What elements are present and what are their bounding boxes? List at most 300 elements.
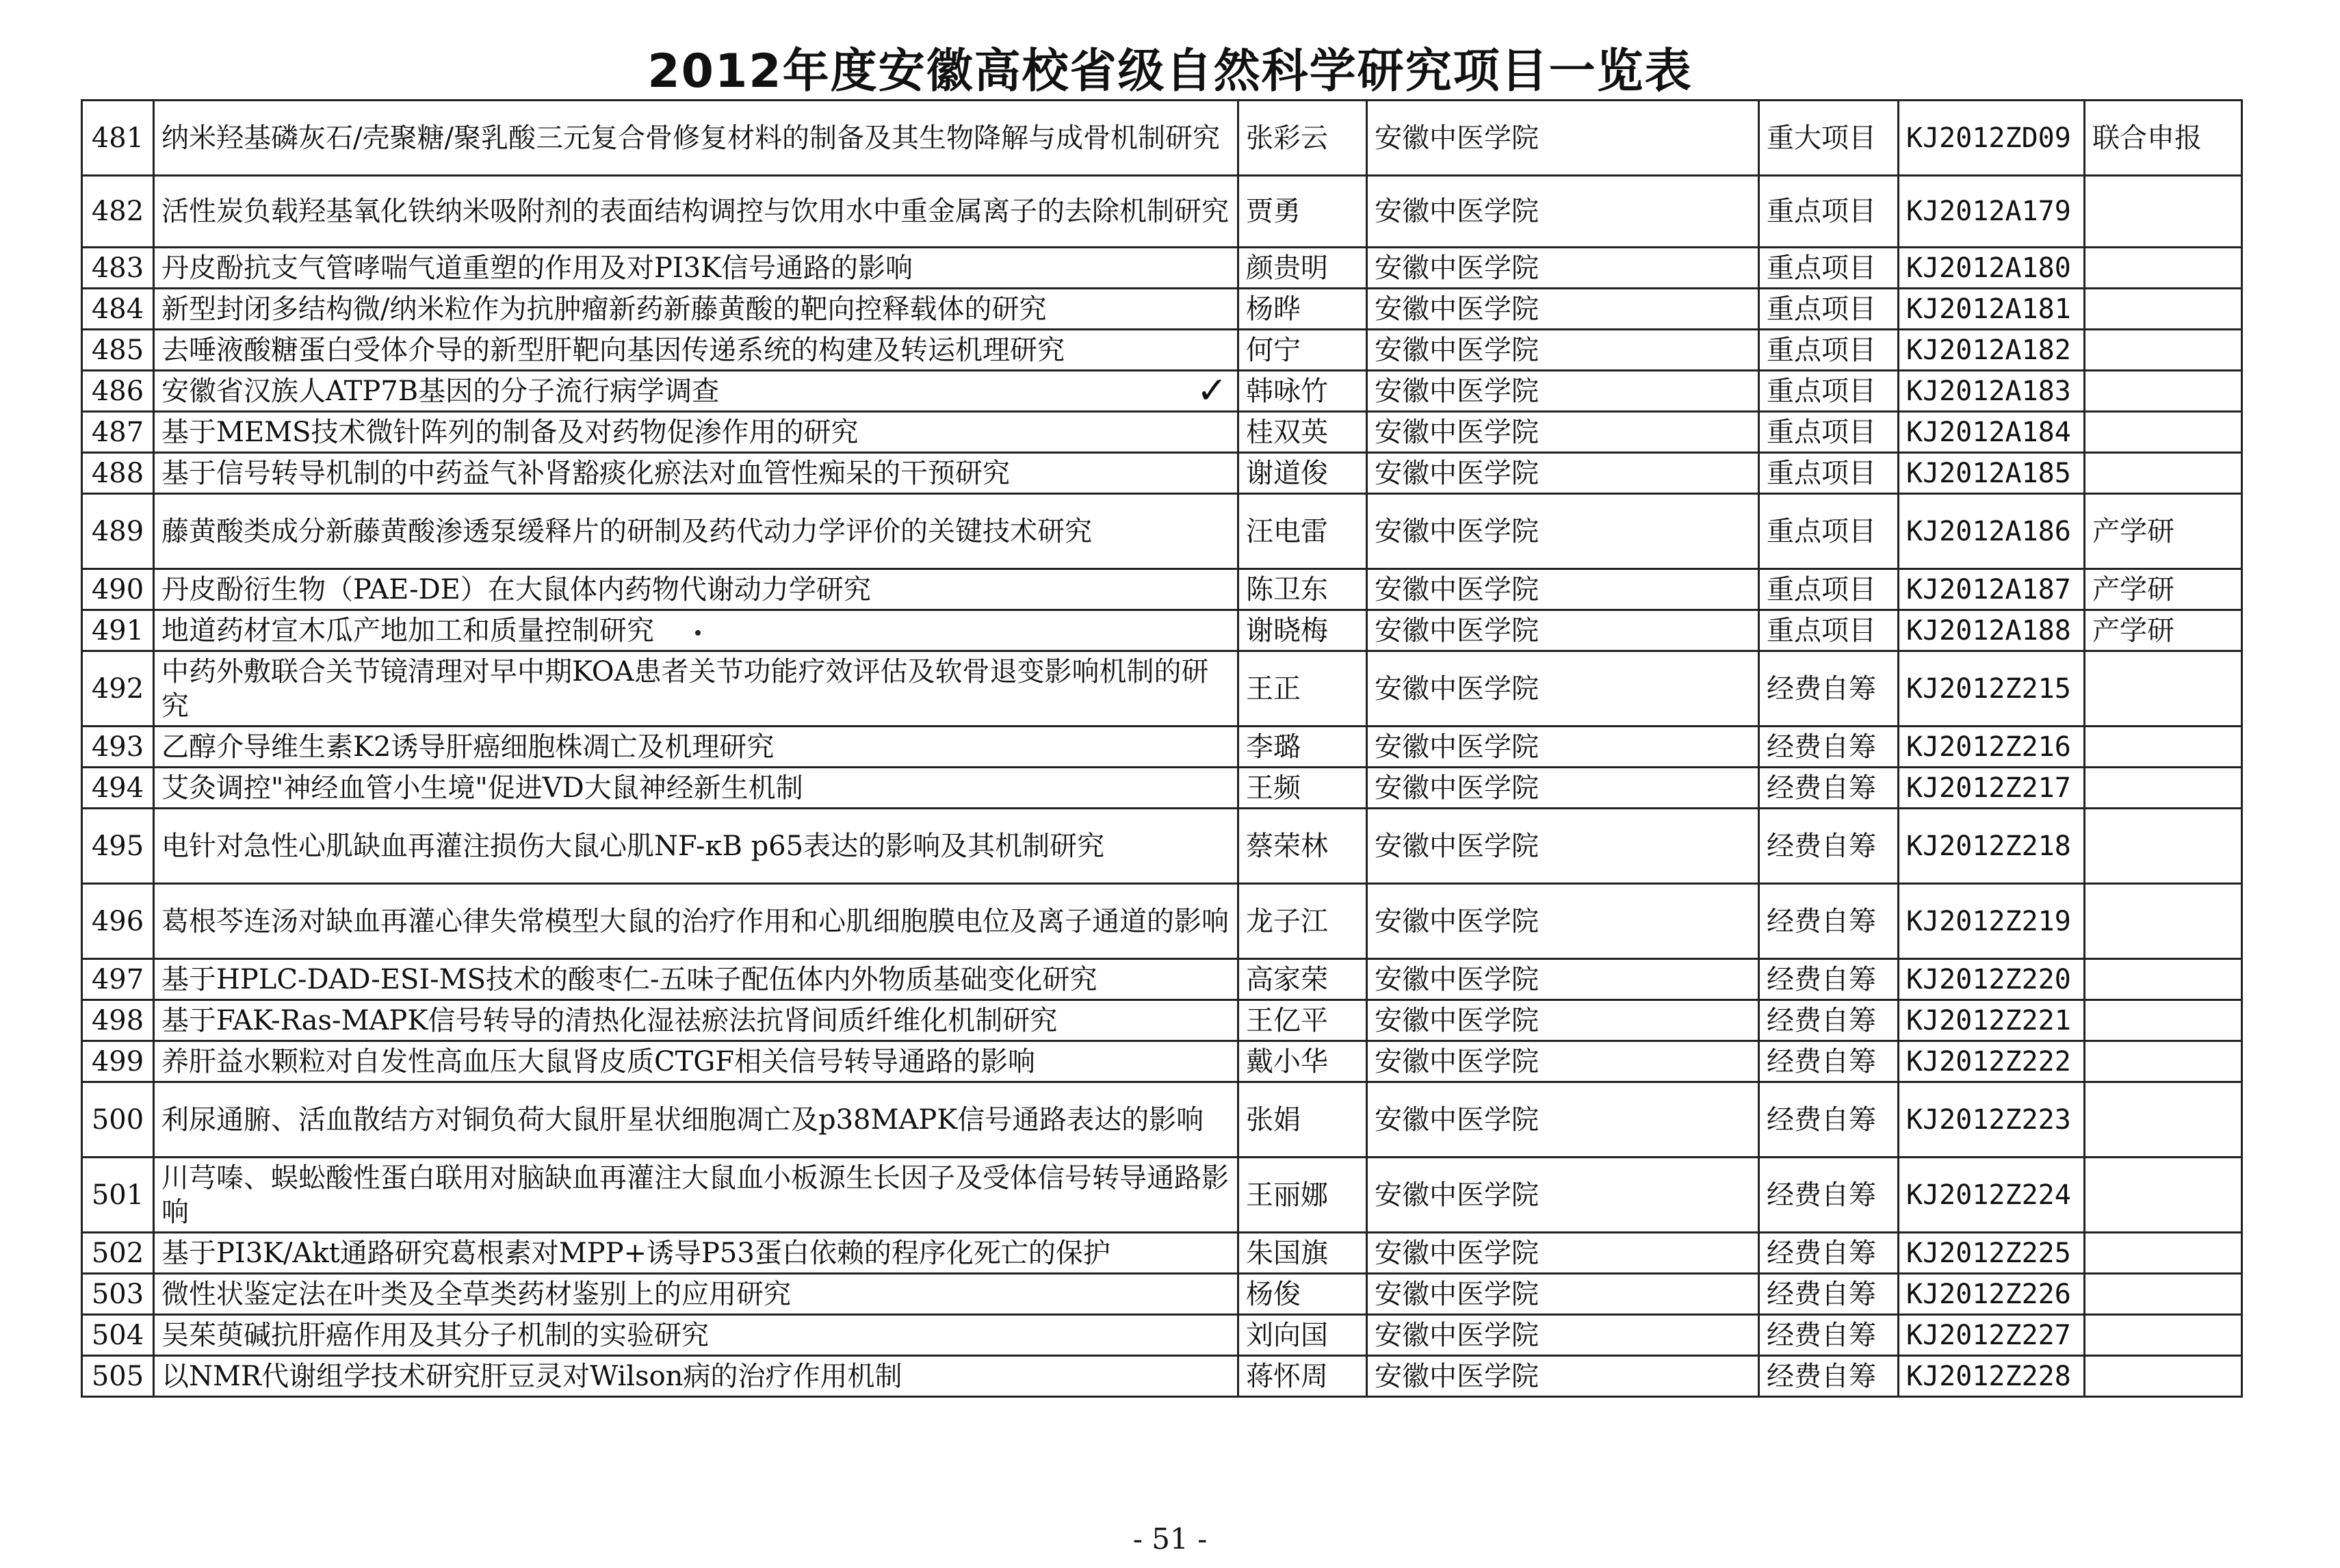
project-code-cell bbox=[1899, 494, 2085, 569]
row-number-cell bbox=[82, 727, 154, 768]
institution: 安徽中医学院 bbox=[1375, 1179, 1539, 1211]
institution: 安徽中医学院 bbox=[1375, 905, 1539, 937]
project-title-cell bbox=[154, 1315, 1238, 1356]
principal-investigator: 何宁 bbox=[1246, 334, 1301, 366]
remark-cell bbox=[2085, 959, 2242, 1000]
principal-investigator: 李璐 bbox=[1246, 731, 1301, 763]
institution: 安徽中医学院 bbox=[1375, 1103, 1539, 1136]
institution: 安徽中医学院 bbox=[1375, 1237, 1539, 1269]
row-number-cell bbox=[82, 809, 154, 884]
project-title-cell bbox=[154, 569, 1238, 610]
project-code-cell bbox=[1899, 1082, 2085, 1158]
row-number: 492 bbox=[91, 672, 144, 705]
project-code: KJ2012Z228 bbox=[1906, 1360, 2071, 1392]
project-title: 川芎嗪、蜈蚣酸性蛋白联用对脑缺血再灌注大鼠血小板源生长因子及受体信号转导通路影响 bbox=[161, 1162, 1229, 1228]
project-code: KJ2012Z220 bbox=[1906, 963, 2071, 995]
principal-investigator-cell bbox=[1238, 610, 1367, 651]
project-code: KJ2012Z218 bbox=[1906, 830, 2071, 862]
project-title: 安徽省汉族人ATP7B基因的分子流行病学调查 bbox=[161, 375, 720, 407]
project-code: KJ2012Z222 bbox=[1906, 1045, 2071, 1077]
institution-cell bbox=[1367, 651, 1759, 727]
principal-investigator: 张彩云 bbox=[1246, 122, 1328, 154]
table-row bbox=[82, 1356, 2242, 1397]
project-title: 基于HPLC-DAD-ESI-MS技术的酸枣仁-五味子配伍体内外物质基础变化研究 bbox=[161, 963, 1097, 995]
project-type: 经费自筹 bbox=[1767, 963, 1876, 995]
table-body bbox=[82, 101, 2242, 1397]
institution: 安徽中医学院 bbox=[1375, 457, 1539, 489]
project-type-cell bbox=[1759, 101, 1899, 176]
project-code-cell bbox=[1899, 1315, 2085, 1356]
project-type: 经费自筹 bbox=[1767, 731, 1876, 763]
table-row bbox=[82, 1233, 2242, 1274]
project-title: 电针对急性心肌缺血再灌注损伤大鼠心肌NF-κB p65表达的影响及其机制研究 bbox=[161, 830, 1105, 862]
row-number-cell bbox=[82, 371, 154, 412]
project-title-cell bbox=[154, 1082, 1238, 1158]
table-row bbox=[82, 248, 2242, 289]
project-type: 重点项目 bbox=[1767, 614, 1876, 646]
project-code: KJ2012Z219 bbox=[1906, 905, 2071, 937]
principal-investigator-cell bbox=[1238, 651, 1367, 727]
row-number-cell bbox=[82, 289, 154, 330]
project-type-cell bbox=[1759, 651, 1899, 727]
project-type-cell bbox=[1759, 1274, 1899, 1315]
row-number-cell bbox=[82, 248, 154, 289]
institution: 安徽中医学院 bbox=[1375, 252, 1539, 284]
table-row bbox=[82, 453, 2242, 494]
row-number-cell bbox=[82, 494, 154, 569]
project-code: KJ2012Z217 bbox=[1906, 772, 2071, 804]
row-number: 488 bbox=[91, 457, 144, 489]
institution-cell bbox=[1367, 412, 1759, 453]
principal-investigator: 谢道俊 bbox=[1246, 457, 1328, 489]
project-title-cell bbox=[154, 727, 1238, 768]
project-code: KJ2012Z216 bbox=[1906, 731, 2071, 763]
institution-cell bbox=[1367, 569, 1759, 610]
remark-cell bbox=[2085, 176, 2242, 248]
table-row bbox=[82, 1274, 2242, 1315]
row-number-cell bbox=[82, 1315, 154, 1356]
remark-cell bbox=[2085, 494, 2242, 569]
project-code: KJ2012Z226 bbox=[1906, 1278, 2071, 1310]
project-type-cell bbox=[1759, 1000, 1899, 1041]
row-number: 484 bbox=[91, 293, 144, 325]
project-title-cell bbox=[154, 330, 1238, 371]
project-type: 重点项目 bbox=[1767, 252, 1876, 284]
project-code-cell bbox=[1899, 651, 2085, 727]
project-title: 基于FAK-Ras-MAPK信号转导的清热化湿祛瘀法抗肾间质纤维化机制研究 bbox=[161, 1004, 1058, 1036]
project-title-cell bbox=[154, 1233, 1238, 1274]
projects-table bbox=[81, 99, 2243, 1398]
project-code: KJ2012ZD09 bbox=[1906, 122, 2071, 154]
row-number-cell bbox=[82, 1041, 154, 1082]
project-code-cell bbox=[1899, 809, 2085, 884]
remark-cell bbox=[2085, 101, 2242, 176]
row-number-cell bbox=[82, 959, 154, 1000]
principal-investigator: 蒋怀周 bbox=[1246, 1360, 1328, 1392]
project-type-cell bbox=[1759, 809, 1899, 884]
remark-cell bbox=[2085, 809, 2242, 884]
principal-investigator-cell bbox=[1238, 371, 1367, 412]
institution: 安徽中医学院 bbox=[1375, 293, 1539, 325]
project-code-cell bbox=[1899, 176, 2085, 248]
institution: 安徽中医学院 bbox=[1375, 573, 1539, 605]
institution-cell bbox=[1367, 101, 1759, 176]
project-title: 基于MEMS技术微针阵列的制备及对药物促渗作用的研究 bbox=[161, 416, 859, 448]
row-number: 495 bbox=[91, 830, 144, 862]
project-code-cell bbox=[1899, 1041, 2085, 1082]
row-number: 502 bbox=[91, 1237, 144, 1269]
project-title: 以NMR代谢组学技术研究肝豆灵对Wilson病的治疗作用机制 bbox=[161, 1360, 902, 1392]
project-code-cell bbox=[1899, 371, 2085, 412]
project-code-cell bbox=[1899, 1000, 2085, 1041]
project-type: 经费自筹 bbox=[1767, 1103, 1876, 1136]
remark-cell bbox=[2085, 1274, 2242, 1315]
page-number: - 51 - bbox=[1132, 1522, 1208, 1556]
project-type: 经费自筹 bbox=[1767, 672, 1876, 705]
institution: 安徽中医学院 bbox=[1375, 1004, 1539, 1036]
project-type-cell bbox=[1759, 727, 1899, 768]
handwritten-checkmark-icon: ✓ bbox=[1196, 370, 1227, 412]
principal-investigator: 贾勇 bbox=[1246, 196, 1301, 227]
principal-investigator-cell bbox=[1238, 809, 1367, 884]
project-type: 经费自筹 bbox=[1767, 905, 1876, 937]
row-number: 494 bbox=[91, 772, 144, 804]
project-code-cell bbox=[1899, 1158, 2085, 1233]
remark-cell bbox=[2085, 371, 2242, 412]
row-number-cell bbox=[82, 651, 154, 727]
page-title: 2012年度安徽高校省级自然科学研究项目一览表 bbox=[647, 44, 1693, 99]
project-type: 重点项目 bbox=[1767, 515, 1876, 547]
principal-investigator-cell bbox=[1238, 569, 1367, 610]
project-type-cell bbox=[1759, 289, 1899, 330]
row-number-cell bbox=[82, 569, 154, 610]
table-row bbox=[82, 727, 2242, 768]
project-type-cell bbox=[1759, 1315, 1899, 1356]
project-code: KJ2012Z225 bbox=[1906, 1237, 2071, 1269]
principal-investigator-cell bbox=[1238, 1000, 1367, 1041]
project-title: 吴茱萸碱抗肝癌作用及其分子机制的实验研究 bbox=[161, 1319, 709, 1351]
institution-cell bbox=[1367, 768, 1759, 809]
project-type: 经费自筹 bbox=[1767, 1179, 1876, 1211]
institution-cell bbox=[1367, 248, 1759, 289]
row-number: 498 bbox=[91, 1004, 144, 1036]
project-type: 重点项目 bbox=[1767, 457, 1876, 489]
project-code: KJ2012A188 bbox=[1906, 614, 2071, 646]
institution-cell bbox=[1367, 330, 1759, 371]
project-title: 艾灸调控"神经血管小生境"促进VD大鼠神经新生机制 bbox=[161, 772, 803, 804]
institution: 安徽中医学院 bbox=[1375, 731, 1539, 763]
project-code-cell bbox=[1899, 610, 2085, 651]
project-type-cell bbox=[1759, 959, 1899, 1000]
project-code: KJ2012Z227 bbox=[1906, 1319, 2071, 1351]
project-title: 微性状鉴定法在叶类及全草类药材鉴别上的应用研究 bbox=[161, 1278, 791, 1310]
remark: 产学研 bbox=[2092, 614, 2174, 646]
project-code-cell bbox=[1899, 959, 2085, 1000]
project-type-cell bbox=[1759, 1158, 1899, 1233]
project-title: 藤黄酸类成分新藤黄酸渗透泵缓释片的研制及药代动力学评价的关键技术研究 bbox=[161, 515, 1092, 547]
institution: 安徽中医学院 bbox=[1375, 1045, 1539, 1077]
remark-cell bbox=[2085, 651, 2242, 727]
institution-cell bbox=[1367, 1082, 1759, 1158]
project-title: 新型封闭多结构微/纳米粒作为抗肿瘤新药新藤黄酸的靶向控释载体的研究 bbox=[161, 293, 1047, 325]
remark: 产学研 bbox=[2092, 573, 2174, 605]
institution-cell bbox=[1367, 959, 1759, 1000]
row-number: 504 bbox=[91, 1319, 144, 1351]
project-title-cell bbox=[154, 884, 1238, 959]
principal-investigator: 杨晔 bbox=[1246, 293, 1301, 325]
institution-cell bbox=[1367, 176, 1759, 248]
principal-investigator: 桂双英 bbox=[1246, 416, 1328, 448]
row-number-cell bbox=[82, 1158, 154, 1233]
principal-investigator: 陈卫东 bbox=[1246, 573, 1328, 605]
remark-cell bbox=[2085, 569, 2242, 610]
project-title: 丹皮酚抗支气管哮喘气道重塑的作用及对PI3K信号通路的影响 bbox=[161, 252, 913, 284]
institution-cell bbox=[1367, 1315, 1759, 1356]
project-title: 利尿通腑、活血散结方对铜负荷大鼠肝星状细胞凋亡及p38MAPK信号通路表达的影响 bbox=[161, 1103, 1204, 1136]
project-type-cell bbox=[1759, 371, 1899, 412]
table-row bbox=[82, 1041, 2242, 1082]
project-code-cell bbox=[1899, 884, 2085, 959]
project-type-cell bbox=[1759, 1041, 1899, 1082]
project-title-cell bbox=[154, 610, 1238, 651]
project-title: 葛根芩连汤对缺血再灌心律失常模型大鼠的治疗作用和心肌细胞膜电位及离子通道的影响 bbox=[161, 905, 1229, 937]
institution-cell bbox=[1367, 453, 1759, 494]
project-type: 经费自筹 bbox=[1767, 1004, 1876, 1036]
principal-investigator-cell bbox=[1238, 1233, 1367, 1274]
principal-investigator-cell bbox=[1238, 1082, 1367, 1158]
project-type: 经费自筹 bbox=[1767, 1319, 1876, 1351]
remark-cell bbox=[2085, 1000, 2242, 1041]
project-code-cell bbox=[1899, 330, 2085, 371]
project-type: 经费自筹 bbox=[1767, 1360, 1876, 1392]
institution: 安徽中医学院 bbox=[1375, 515, 1539, 547]
table-row bbox=[82, 610, 2242, 651]
remark-cell bbox=[2085, 727, 2242, 768]
row-number-cell bbox=[82, 176, 154, 248]
project-type: 重大项目 bbox=[1767, 122, 1876, 154]
project-code: KJ2012A186 bbox=[1906, 515, 2071, 547]
project-title: 活性炭负载羟基氧化铁纳米吸附剂的表面结构调控与饮用水中重金属离子的去除机制研究 bbox=[161, 196, 1229, 227]
remark-cell bbox=[2085, 1082, 2242, 1158]
project-type-cell bbox=[1759, 610, 1899, 651]
institution-cell bbox=[1367, 1274, 1759, 1315]
principal-investigator-cell bbox=[1238, 412, 1367, 453]
principal-investigator: 杨俊 bbox=[1246, 1278, 1301, 1310]
principal-investigator-cell bbox=[1238, 289, 1367, 330]
project-title: 基于信号转导机制的中药益气补肾豁痰化瘀法对血管性痴呆的干预研究 bbox=[161, 457, 1010, 489]
project-type: 重点项目 bbox=[1767, 293, 1876, 325]
principal-investigator-cell bbox=[1238, 453, 1367, 494]
remark-cell bbox=[2085, 610, 2242, 651]
project-title-cell bbox=[154, 651, 1238, 727]
project-type-cell bbox=[1759, 884, 1899, 959]
institution-cell bbox=[1367, 1233, 1759, 1274]
institution-cell bbox=[1367, 727, 1759, 768]
table-row bbox=[82, 1082, 2242, 1158]
project-title-cell bbox=[154, 1158, 1238, 1233]
remark-cell bbox=[2085, 330, 2242, 371]
principal-investigator-cell bbox=[1238, 1356, 1367, 1397]
principal-investigator: 张娟 bbox=[1246, 1103, 1301, 1136]
institution-cell bbox=[1367, 884, 1759, 959]
row-number: 489 bbox=[91, 515, 144, 547]
row-number-cell bbox=[82, 330, 154, 371]
project-code: KJ2012A184 bbox=[1906, 416, 2071, 448]
remark: 联合申报 bbox=[2092, 122, 2202, 154]
project-title-cell bbox=[154, 248, 1238, 289]
project-type: 重点项目 bbox=[1767, 375, 1876, 407]
project-title-cell bbox=[154, 1274, 1238, 1315]
project-title: 丹皮酚衍生物（PAE-DE）在大鼠体内药物代谢动力学研究 bbox=[161, 573, 871, 605]
row-number-cell bbox=[82, 453, 154, 494]
principal-investigator: 颜贵明 bbox=[1246, 252, 1328, 284]
project-title-cell bbox=[154, 809, 1238, 884]
project-type: 经费自筹 bbox=[1767, 830, 1876, 862]
project-title-cell bbox=[154, 959, 1238, 1000]
principal-investigator: 汪电雷 bbox=[1246, 515, 1328, 547]
principal-investigator-cell bbox=[1238, 1158, 1367, 1233]
row-number-cell bbox=[82, 610, 154, 651]
row-number: 501 bbox=[91, 1179, 144, 1211]
project-title-cell bbox=[154, 289, 1238, 330]
project-title-cell bbox=[154, 1000, 1238, 1041]
project-title-cell bbox=[154, 494, 1238, 569]
institution: 安徽中医学院 bbox=[1375, 830, 1539, 862]
table-row bbox=[82, 959, 2242, 1000]
institution-cell bbox=[1367, 494, 1759, 569]
institution: 安徽中医学院 bbox=[1375, 672, 1539, 705]
remark-cell bbox=[2085, 412, 2242, 453]
row-number: 486 bbox=[91, 375, 144, 407]
institution-cell bbox=[1367, 809, 1759, 884]
principal-investigator: 王丽娜 bbox=[1246, 1179, 1328, 1211]
project-code: KJ2012A181 bbox=[1906, 293, 2071, 325]
row-number: 481 bbox=[91, 122, 144, 154]
project-type: 重点项目 bbox=[1767, 334, 1876, 366]
principal-investigator-cell bbox=[1238, 727, 1367, 768]
principal-investigator-cell bbox=[1238, 768, 1367, 809]
table-row bbox=[82, 330, 2242, 371]
project-title-cell bbox=[154, 1041, 1238, 1082]
project-type: 经费自筹 bbox=[1767, 1278, 1876, 1310]
project-title-cell bbox=[154, 371, 1238, 412]
row-number-cell bbox=[82, 768, 154, 809]
row-number: 500 bbox=[91, 1103, 144, 1136]
principal-investigator: 王亿平 bbox=[1246, 1004, 1328, 1036]
project-code: KJ2012Z223 bbox=[1906, 1103, 2071, 1136]
principal-investigator-cell bbox=[1238, 330, 1367, 371]
row-number: 496 bbox=[91, 905, 144, 937]
project-code: KJ2012A180 bbox=[1906, 252, 2071, 284]
remark-cell bbox=[2085, 453, 2242, 494]
row-number: 491 bbox=[91, 614, 144, 646]
row-number: 493 bbox=[91, 731, 144, 763]
remark-cell bbox=[2085, 884, 2242, 959]
institution: 安徽中医学院 bbox=[1375, 196, 1539, 227]
project-title-cell bbox=[154, 453, 1238, 494]
project-code-cell bbox=[1899, 101, 2085, 176]
principal-investigator-cell bbox=[1238, 101, 1367, 176]
table-row bbox=[82, 494, 2242, 569]
row-number-cell bbox=[82, 412, 154, 453]
project-type: 经费自筹 bbox=[1767, 772, 1876, 804]
project-title: 地道药材宣木瓜产地加工和质量控制研究 bbox=[161, 614, 654, 646]
row-number-cell bbox=[82, 101, 154, 176]
table-row bbox=[82, 1158, 2242, 1233]
principal-investigator-cell bbox=[1238, 176, 1367, 248]
institution: 安徽中医学院 bbox=[1375, 1278, 1539, 1310]
project-title-cell bbox=[154, 412, 1238, 453]
project-title: 养肝益水颗粒对自发性高血压大鼠肾皮质CTGF相关信号转导通路的影响 bbox=[161, 1045, 1035, 1077]
project-code: KJ2012A183 bbox=[1906, 375, 2071, 407]
institution: 安徽中医学院 bbox=[1375, 614, 1539, 646]
project-type: 重点项目 bbox=[1767, 416, 1876, 448]
row-number-cell bbox=[82, 1082, 154, 1158]
remark-cell bbox=[2085, 1356, 2242, 1397]
project-code-cell bbox=[1899, 1274, 2085, 1315]
project-type-cell bbox=[1759, 412, 1899, 453]
institution: 安徽中医学院 bbox=[1375, 1360, 1539, 1392]
remark-cell bbox=[2085, 1315, 2242, 1356]
remark: 产学研 bbox=[2092, 515, 2174, 547]
project-code: KJ2012Z221 bbox=[1906, 1004, 2071, 1036]
table-row bbox=[82, 768, 2242, 809]
row-number-cell bbox=[82, 1356, 154, 1397]
remark-cell bbox=[2085, 768, 2242, 809]
project-type-cell bbox=[1759, 768, 1899, 809]
project-code-cell bbox=[1899, 569, 2085, 610]
row-number: 490 bbox=[91, 573, 144, 605]
institution-cell bbox=[1367, 610, 1759, 651]
principal-investigator: 刘向国 bbox=[1246, 1319, 1328, 1351]
table-row bbox=[82, 101, 2242, 176]
project-code-cell bbox=[1899, 453, 2085, 494]
project-title-cell bbox=[154, 101, 1238, 176]
institution-cell bbox=[1367, 1041, 1759, 1082]
project-type-cell bbox=[1759, 176, 1899, 248]
row-number-cell bbox=[82, 1274, 154, 1315]
principal-investigator-cell bbox=[1238, 494, 1367, 569]
table-row bbox=[82, 412, 2242, 453]
institution: 安徽中医学院 bbox=[1375, 416, 1539, 448]
project-type-cell bbox=[1759, 330, 1899, 371]
principal-investigator: 王正 bbox=[1246, 672, 1301, 705]
institution-cell bbox=[1367, 1000, 1759, 1041]
row-number: 497 bbox=[91, 963, 144, 995]
principal-investigator-cell bbox=[1238, 1315, 1367, 1356]
principal-investigator: 戴小华 bbox=[1246, 1045, 1328, 1077]
remark-cell bbox=[2085, 248, 2242, 289]
project-type-cell bbox=[1759, 1356, 1899, 1397]
project-code-cell bbox=[1899, 768, 2085, 809]
institution: 安徽中医学院 bbox=[1375, 772, 1539, 804]
row-number: 503 bbox=[91, 1278, 144, 1310]
project-title: 乙醇介导维生素K2诱导肝癌细胞株凋亡及机理研究 bbox=[161, 731, 775, 763]
project-code-cell bbox=[1899, 248, 2085, 289]
principal-investigator: 朱国旗 bbox=[1246, 1237, 1328, 1269]
institution: 安徽中医学院 bbox=[1375, 122, 1539, 154]
project-code: KJ2012A179 bbox=[1906, 196, 2071, 227]
remark-cell bbox=[2085, 1158, 2242, 1233]
principal-investigator-cell bbox=[1238, 248, 1367, 289]
institution-cell bbox=[1367, 371, 1759, 412]
principal-investigator-cell bbox=[1238, 1041, 1367, 1082]
row-number: 482 bbox=[91, 196, 144, 227]
table-row bbox=[82, 884, 2242, 959]
project-title: 中药外敷联合关节镜清理对早中期KOA患者关节功能疗效评估及软骨退变影响机制的研究 bbox=[161, 655, 1209, 722]
project-code: KJ2012A187 bbox=[1906, 573, 2071, 605]
remark-cell bbox=[2085, 1233, 2242, 1274]
